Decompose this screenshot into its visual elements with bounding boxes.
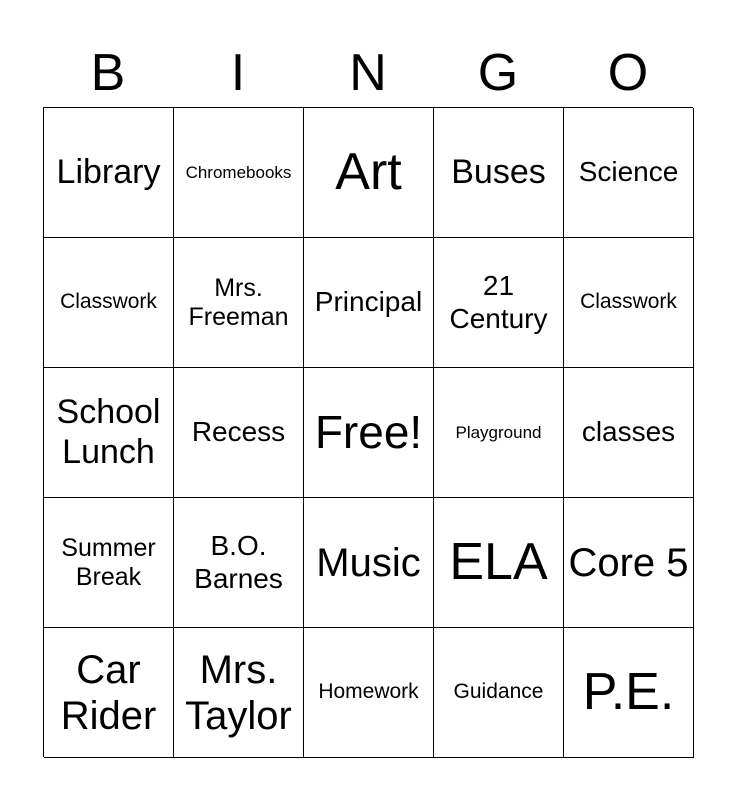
cell-label: Mrs. Taylor [185, 647, 292, 738]
bingo-cell[interactable] [434, 238, 564, 368]
bingo-cell[interactable] [174, 108, 304, 238]
cell-label: Art [335, 142, 402, 201]
bingo-cell[interactable] [44, 498, 174, 628]
free-space-label: Free! [314, 406, 423, 459]
bingo-cell[interactable] [564, 368, 694, 498]
cell-label: Car Rider [60, 647, 157, 738]
header-letter-n: N [349, 44, 387, 102]
cell-label: Mrs. Freeman [188, 273, 289, 331]
cell-label: Library [56, 152, 161, 191]
bingo-cell[interactable] [564, 108, 694, 238]
cell-label: Chromebooks [185, 162, 292, 182]
header-letter-i: I [230, 44, 246, 102]
bingo-header [43, 40, 693, 106]
bingo-cell[interactable] [304, 498, 434, 628]
cell-label: 21 Century [449, 270, 548, 334]
header-letter-g: G [477, 44, 519, 102]
bingo-cell[interactable] [174, 628, 304, 758]
bingo-cell[interactable] [564, 628, 694, 758]
bingo-cell[interactable] [434, 368, 564, 498]
cell-label: Science [578, 156, 679, 188]
bingo-cell[interactable] [44, 368, 174, 498]
header-letter-b: B [90, 44, 126, 102]
cell-label: P.E. [582, 662, 675, 721]
bingo-cell[interactable] [304, 108, 434, 238]
bingo-cell[interactable] [174, 498, 304, 628]
cell-label: B.O. Barnes [194, 530, 283, 594]
cell-label: Buses [451, 152, 546, 191]
bingo-cell free-space[interactable] [304, 368, 434, 498]
cell-label: ELA [449, 532, 548, 591]
cell-label: Summer Break [61, 533, 156, 591]
cell-label: Classwork [60, 290, 157, 314]
cell-label: Music [316, 540, 421, 585]
cell-label: Recess [191, 416, 286, 448]
cell-label: Classwork [580, 290, 677, 314]
bingo-cell[interactable] [174, 368, 304, 498]
bingo-cell[interactable] [44, 238, 174, 368]
header-letter-o: O [607, 44, 649, 102]
cell-label: Principal [314, 286, 423, 318]
bingo-cell[interactable] [564, 238, 694, 368]
cell-label: School Lunch [56, 393, 161, 471]
bingo-cell[interactable] [434, 628, 564, 758]
bingo-cell[interactable] [44, 628, 174, 758]
bingo-cell[interactable] [434, 108, 564, 238]
bingo-cell[interactable] [174, 238, 304, 368]
cell-label: Playground [455, 422, 542, 442]
bingo-cell[interactable] [304, 238, 434, 368]
bingo-cell[interactable] [564, 498, 694, 628]
bingo-cell[interactable] [434, 498, 564, 628]
bingo-cell[interactable] [44, 108, 174, 238]
bingo-cell[interactable] [304, 628, 434, 758]
bingo-card-grid [43, 107, 693, 757]
cell-label: Guidance [453, 680, 544, 704]
cell-label: Homework [318, 680, 419, 704]
cell-label: classes [581, 416, 676, 448]
cell-label: Core 5 [568, 540, 689, 585]
